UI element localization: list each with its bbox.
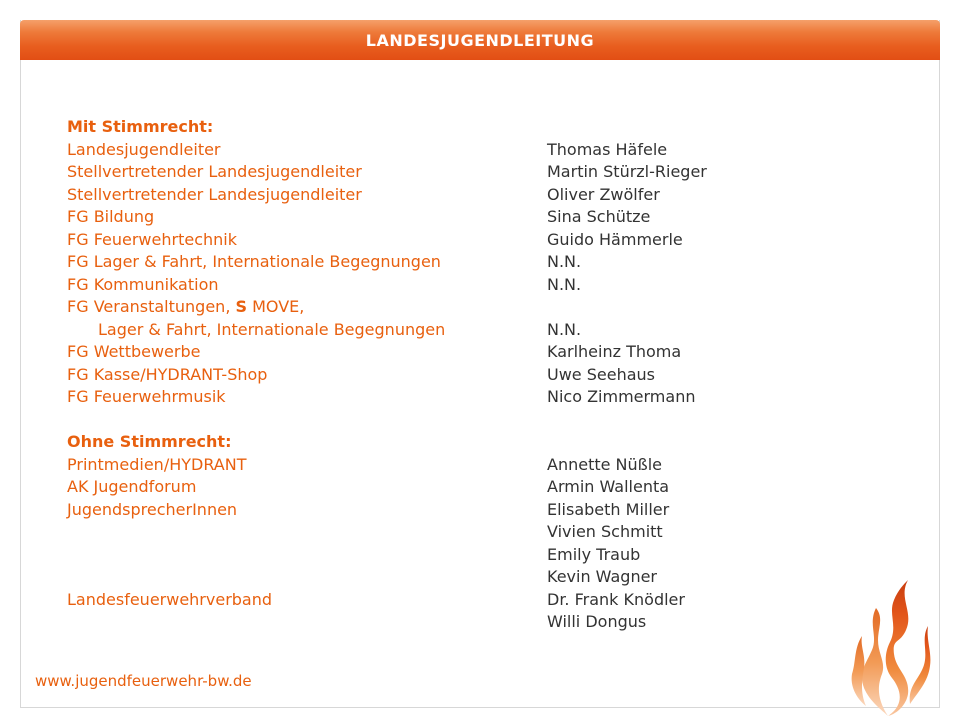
- person-name: N.N.: [547, 319, 582, 339]
- role-label: Landesjugendleiter: [67, 139, 221, 159]
- list-item: [67, 161, 767, 184]
- page-title: LANDESJUGENDLEITUNG: [365, 30, 595, 50]
- list-item: [67, 251, 767, 274]
- role-label: Stellvertretender Landesjugendleiter: [67, 184, 362, 204]
- list-item: [67, 386, 767, 409]
- list-item: [67, 206, 767, 229]
- role-label: FG Kasse/HYDRANT-Shop: [67, 364, 268, 384]
- person-name: Kevin Wagner: [547, 567, 657, 586]
- section-heading-without-vote: Ohne Stimmrecht:: [67, 432, 232, 451]
- list-item: [67, 341, 767, 364]
- list-item: [67, 454, 767, 477]
- role-label: [67, 296, 547, 319]
- person-name: Sina Schütze: [547, 207, 651, 226]
- member-list: [67, 116, 767, 634]
- person-name: Willi Dongus: [547, 612, 647, 631]
- list-item: [67, 499, 767, 522]
- person-name: Karlheinz Thoma: [547, 342, 682, 361]
- person-name: Elisabeth Miller: [547, 499, 670, 519]
- person-name: Annette Nüßle: [547, 454, 663, 474]
- person-name: Dr. Frank Knödler: [547, 589, 685, 609]
- person-name: N.N.: [547, 274, 582, 294]
- role-label: FG Wettbewerbe: [67, 342, 201, 361]
- person-name: Nico Zimmermann: [547, 387, 696, 406]
- list-item: [67, 184, 767, 207]
- person-name: Armin Wallenta: [547, 477, 670, 496]
- person-name: Martin Stürzl-Rieger: [547, 162, 707, 181]
- person-name: Uwe Seehaus: [547, 364, 655, 384]
- role-label: Printmedien/HYDRANT: [67, 454, 247, 474]
- list-item: [67, 521, 767, 544]
- list-item: [67, 476, 767, 499]
- role-label: FG Bildung: [67, 207, 155, 226]
- list-item: [67, 274, 767, 297]
- role-label: JugendsprecherInnen: [67, 499, 238, 519]
- role-label: FG Lager & Fahrt, Internationale Begegnungen: [67, 252, 441, 271]
- list-item: [67, 229, 767, 252]
- list-item: [67, 364, 767, 387]
- role-label: Lager & Fahrt, Internationale Begegnungen: [98, 319, 446, 339]
- spacer: [67, 409, 767, 432]
- list-item: [67, 544, 767, 567]
- person-name: Guido Hämmerle: [547, 229, 683, 249]
- list-item: [67, 611, 767, 634]
- list-item-veranstaltungen-cont: [67, 319, 767, 342]
- role-label: FG Feuerwehrmusik: [67, 387, 226, 406]
- role-label: Stellvertretender Landesjugendleiter: [67, 162, 362, 181]
- role-label: FG Feuerwehrtechnik: [67, 229, 237, 249]
- person-name: Vivien Schmitt: [547, 522, 663, 541]
- flame-icon: [848, 578, 934, 718]
- header-bar: [20, 20, 940, 60]
- role-label-empty: [67, 544, 547, 567]
- role-bold-s: S: [235, 297, 248, 316]
- role-suffix: MOVE,: [247, 297, 305, 316]
- role-label-empty: [67, 566, 547, 589]
- section-heading-with-vote: Mit Stimmrecht:: [67, 117, 214, 136]
- list-item-veranstaltungen: [67, 296, 767, 319]
- person-name: Thomas Häfele: [547, 139, 668, 159]
- person-name: Oliver Zwölfer: [547, 184, 660, 204]
- role-label: FG Kommunikation: [67, 274, 219, 294]
- person-name: Emily Traub: [547, 544, 641, 564]
- role-prefix: FG Veranstaltungen,: [67, 297, 236, 316]
- role-label: Landesfeuerwehrverband: [67, 589, 273, 609]
- role-label-empty: [67, 611, 547, 634]
- list-item: [67, 139, 767, 162]
- list-item: [67, 589, 767, 612]
- footer-website-link[interactable]: www.jugendfeuerwehr-bw.de: [35, 672, 252, 690]
- person-name: N.N.: [547, 252, 582, 271]
- role-label: AK Jugendforum: [67, 477, 197, 496]
- role-label-empty: [67, 521, 547, 544]
- list-item: [67, 566, 767, 589]
